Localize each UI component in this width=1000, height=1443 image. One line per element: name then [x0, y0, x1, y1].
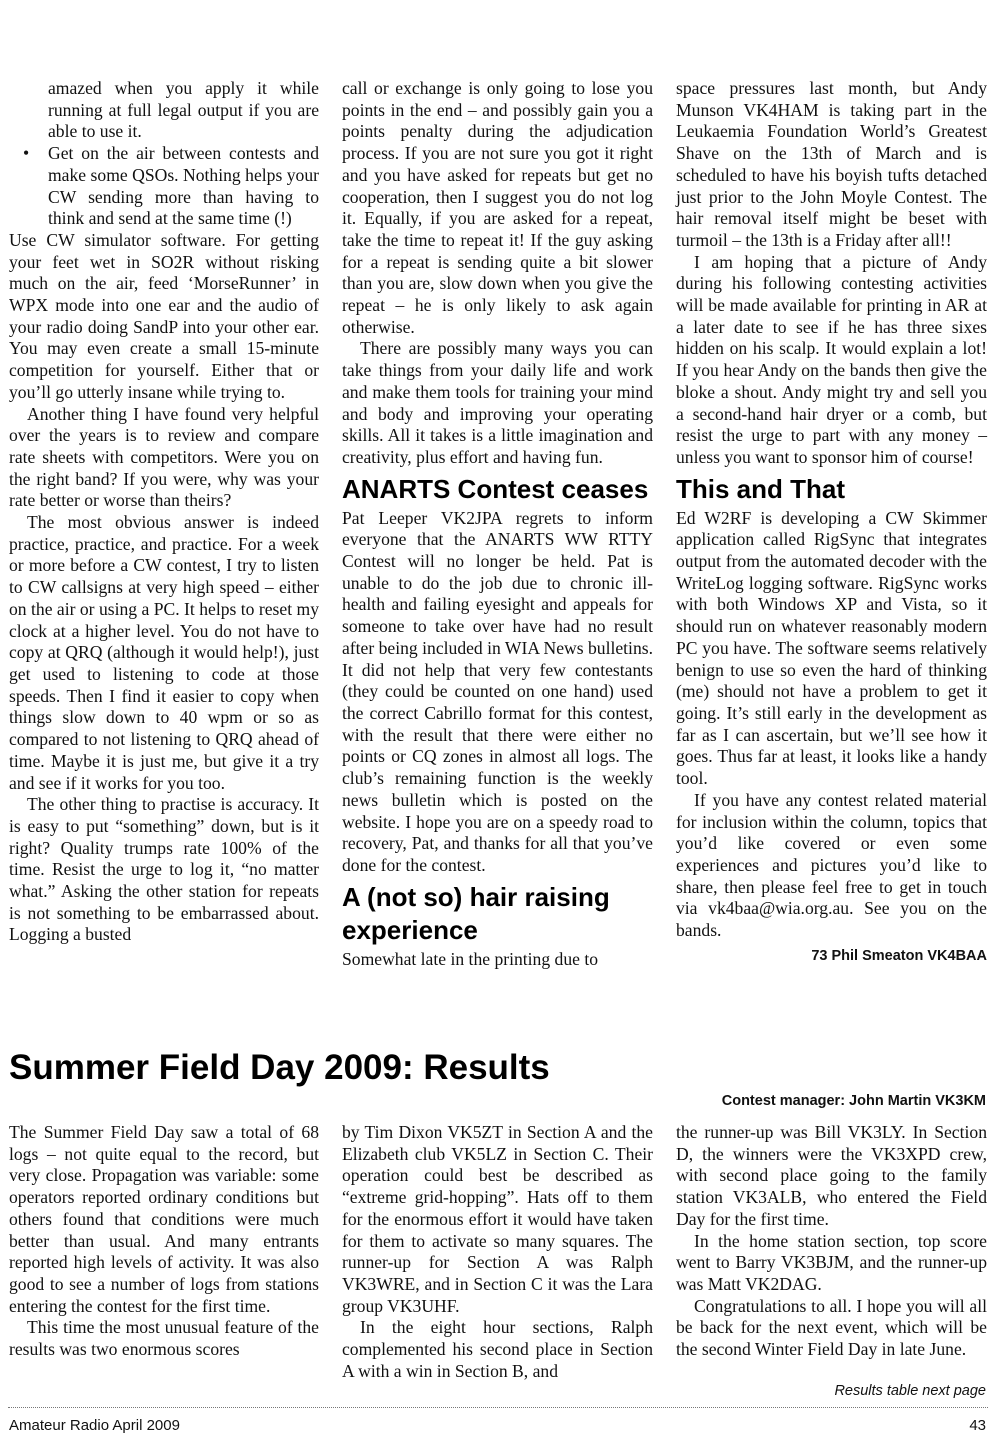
- paragraph: This time the most unusual feature of the results was two enormous scores: [9, 1317, 319, 1360]
- section-heading-anarts: ANARTS Contest ceases: [342, 473, 649, 504]
- paragraph: There are possibly many ways you can take things from your daily life and work and make them tools for training your mind and body and improving your operating skills. All it takes is a little imagination and creativity, plus effort and having fun.: [342, 338, 653, 467]
- paragraph: In the eight hour sections, Ralph complemented his second place in Section A with a win in Section B, and: [342, 1317, 653, 1381]
- publication-name: Amateur Radio April 2009: [9, 1417, 180, 1434]
- list-item-text: Get on the air between contests and make some QSOs. Nothing helps your CW sending more than having to think and send at the same time (!): [48, 143, 319, 229]
- tips-list: [9, 78, 319, 230]
- paragraph: space pressures last month, but Andy Munson VK4HAM is taking part in the Leukaemia Foundation World’s Greatest Shave on the 13th of March and is scheduled to have his boyish tufts detached just prior to the John Moyle Contest. The hair removal itself might be beset with turmoil – the 13th is a Friday after all!!: [676, 78, 987, 250]
- paragraph: Somewhat late in the printing due to: [342, 948, 599, 969]
- sfd-column-2: [342, 1122, 653, 1382]
- footer-divider: [8, 1407, 988, 1408]
- column-1: [9, 78, 319, 946]
- paragraph: If you have any contest related material for inclusion within the column, topics that you’d like covered or even some experiences and pictures you’d like to share, then please feel free to get in touch via vk4baa@wia.org.au. See you on the bands.: [676, 789, 987, 941]
- paragraph: The Summer Field Day saw a total of 68 logs – not quite equal to the record, but very close. Propagation was variable: some operators reported ordinary conditions but others found that conditions were much better than usual. And many entrants reported high levels of activity. It was also good to see a number of logs from stations entering the contest for the first time.: [9, 1122, 319, 1316]
- list-item: [9, 78, 319, 143]
- contest-manager-byline: Contest manager: John Martin VK3KM: [721, 1093, 986, 1109]
- paragraph: The other thing to practise is accuracy. It is easy to put “something” down, but is it right? Quality trumps rate 100% of the time. Resist the urge to log it, “no matter what.” Asking the other station for repeats is not something to be embarrassed about. Logging a busted: [9, 794, 319, 945]
- paragraph: I am hoping that a picture of Andy during his following contesting activities will be made available for printing in AR at a later date to see if he has three sixes hidden on his scalp. It would explain a lot! If you hear Andy on the bands then give the bloke a shout. Andy might try and sell you a second-hand hair dryer or a comb, but resist the urge to part with any money – unless you want to sponsor him of course!: [676, 251, 987, 467]
- bullet-icon: •: [23, 143, 30, 164]
- paragraph: Use CW simulator software. For getting your feet wet in SO2R without risking much on the air, feed ‘MorseRunner’ in WPX mode into one ear and the audio of your radio doing SandP into your other ear. You may even create a small 15-minute competition for yourself. Either that or you’ll go utterly insane while trying to.: [9, 229, 319, 402]
- paragraph: by Tim Dixon VK5ZT in Section A and the Elizabeth club VK5LZ in Section C. Their operation could best be described as “extreme grid-hopping”. Hats off to them for the enormous effort it would have taken for them to activate so many squares. The runner-up for Section A was Ralph VK3WRE, and in Section C it was the Lara group VK3UHF.: [342, 1122, 653, 1316]
- list-item: [9, 143, 319, 230]
- sfd-column-3: [676, 1122, 987, 1361]
- paragraph: The most obvious answer is indeed practice, practice, and practice. For a week or more before a CW contest, I try to listen to CW callsigns at very high speed – either on the air or using a PC. It helps to reset my clock at a higher level. You do not have to copy at QRQ (although it would help!), just get used to listening to code at those speeds. Then I find it easier to copy when things slow down to 40 wpm or so as compared to not listening to QRQ ahead of time. Maybe it is just me, but give it a try and see if it works for you too.: [9, 512, 319, 793]
- column-2: [342, 78, 653, 970]
- author-signature: 73 Phil Smeaton VK4BAA: [811, 947, 987, 964]
- results-table-note: Results table next page: [834, 1383, 986, 1399]
- list-item-text: amazed when you apply it while running at full legal output if you are able to use it.: [48, 78, 319, 142]
- paragraph: Another thing I have found very helpful over the years is to review and compare rate sheets with competitors. Were you on the right band? If you were, why was your rate better or worse than theirs?: [9, 403, 319, 511]
- article-title: Summer Field Day 2009: Results: [9, 1048, 550, 1087]
- paragraph: call or exchange is only going to lose you points in the end – and possibly gain you a points penalty during the adjudication process. If you are not sure you got it right and you have asked for repeats but get no cooperation, then I suggest you do not log it. Equally, if you are asked for a repeat, take the time to repeat it! If the guy asking for a repeat is sending quite a bit slower than you are, slow down when you give the repeat – he is only likely to ask again otherwise.: [342, 78, 653, 337]
- sfd-column-1: [9, 1122, 319, 1361]
- section-heading-hair-raising: A (not so) hair raising experience: [342, 881, 610, 945]
- section-heading-this-and-that: This and That: [676, 473, 845, 504]
- paragraph: the runner-up was Bill VK3LY. In Section D, the winners were the VK3XPD crew, with second place going to the family station VK3ALB, who entered the Field Day for the first time.: [676, 1122, 987, 1229]
- paragraph: Congratulations to all. I hope you will all be back for the next event, which will be the second Winter Field Day in late June.: [676, 1295, 987, 1360]
- paragraph: Ed W2RF is developing a CW Skimmer application called RigSync that integrates output from the automated decoder with the WriteLog logging software. RigSync works with both Windows XP and Vista, so it should run on whatever reasonably modern PC you have. The software seems relatively benign to use so even the hard of thinking (me) should not have a problem to get it going. It’s still early in the development as far as I can ascertain, but we’ll see how it goes. Thus far at least, it looks like a handy tool.: [676, 507, 987, 789]
- paragraph: In the home station section, top score went to Barry VK3BJM, and the runner-up was Matt VK2DAG.: [676, 1230, 987, 1294]
- paragraph: Pat Leeper VK2JPA regrets to inform everyone that the ANARTS WW RTTY Contest will no longer be held. Pat is unable to do the job due to chronic ill-health and failing eyesight and appeals for someone to take over have had no result after being included in WIA News bulletins. It did not help that very few contestants (they could be counted on one hand) used the correct Cabrillo format for this contest, with the result that there were either no points or CQ zones in almost all logs. The club’s remaining function is the weekly news bulletin which is posted on the website. I hope you are on a speedy road to recovery, Pat, and thanks for all that you’ve done for the contest.: [342, 507, 653, 875]
- page-number: 43: [969, 1417, 986, 1434]
- column-3: [676, 78, 987, 967]
